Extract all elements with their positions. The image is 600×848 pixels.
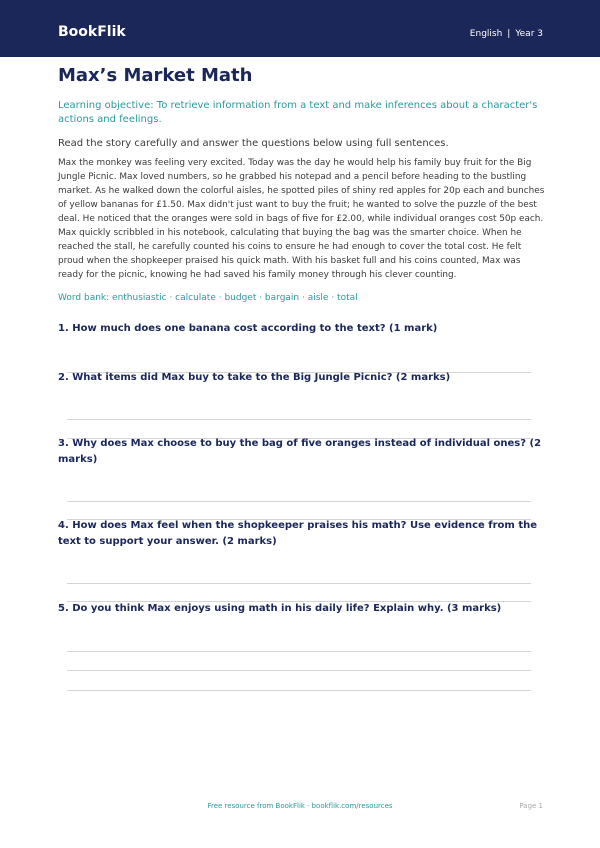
answer-line[interactable] <box>67 583 531 584</box>
answer-line[interactable] <box>67 419 531 420</box>
worksheet-title: Max’s Market Math <box>58 65 253 86</box>
question-2: 2. What items did Max buy to take to the Big Jungle Picnic? (2 marks) <box>58 372 451 383</box>
question-4: 4. How does Max feel when the shopkeeper praises his math? Use evidence from the text to support your answer. (2 marks) <box>58 520 538 547</box>
word-bank: Word bank: enthusiastic · calculate · budget · bargain · aisle · total <box>58 293 358 303</box>
brand-logo-text[interactable]: BookFlik <box>58 24 126 40</box>
year-label: Year 3 <box>515 29 543 39</box>
subject-label: English <box>469 29 503 39</box>
subject-separator: | <box>507 29 511 39</box>
story-text: Max the monkey was feeling very excited. Today was the day he would help his family buy fruit for the Big Jungle Picnic. Max loved numbers, so he grabbed his notepad and a pencil before heading to the bustling market. As he walked down the colorful aisles, he spotted piles of shiny red apples for 20p each and bunches of yellow bananas for £1.50. Max didn't just want to buy the fruit; he wanted to solve the puzzle of the best deal. He noticed that the oranges were sold in bags of five for £2.00, while individual oranges cost 50p each. Max quickly scribbled in his notebook, calculating that buying the bag was the smarter choice. When he reached the stall, he carefully counted his coins to ensure he had enough to cover the total cost. He felt proud when the shopkeeper praised his quick math. With his basket full and his coins counted, Max was ready for the picnic, knowing he had saved his family money through his clever counting. <box>58 158 545 280</box>
question-1: 1. How much does one banana cost according to the text? (1 mark) <box>58 323 438 334</box>
learning-objective: Learning objective: To retrieve information from a text and make inferences about a character's actions and feelings. <box>58 100 538 125</box>
question-5: 5. Do you think Max enjoys using math in his daily life? Explain why. (3 marks) <box>58 603 502 614</box>
answer-line[interactable] <box>67 651 531 652</box>
header-bar <box>0 0 600 57</box>
reading-instruction: Read the story carefully and answer the questions below using full sentences. <box>58 138 449 149</box>
answer-line[interactable] <box>67 501 531 502</box>
answer-line[interactable] <box>67 690 531 691</box>
subject-year-label <box>470 28 543 40</box>
answer-line[interactable] <box>67 670 531 671</box>
page-number: Page 1 <box>519 802 543 810</box>
question-3: 3. Why does Max choose to buy the bag of five oranges instead of individual ones? (2 marks) <box>58 438 542 465</box>
footer-resource-link[interactable]: Free resource from BookFlik · bookflik.com/resources <box>207 802 393 810</box>
